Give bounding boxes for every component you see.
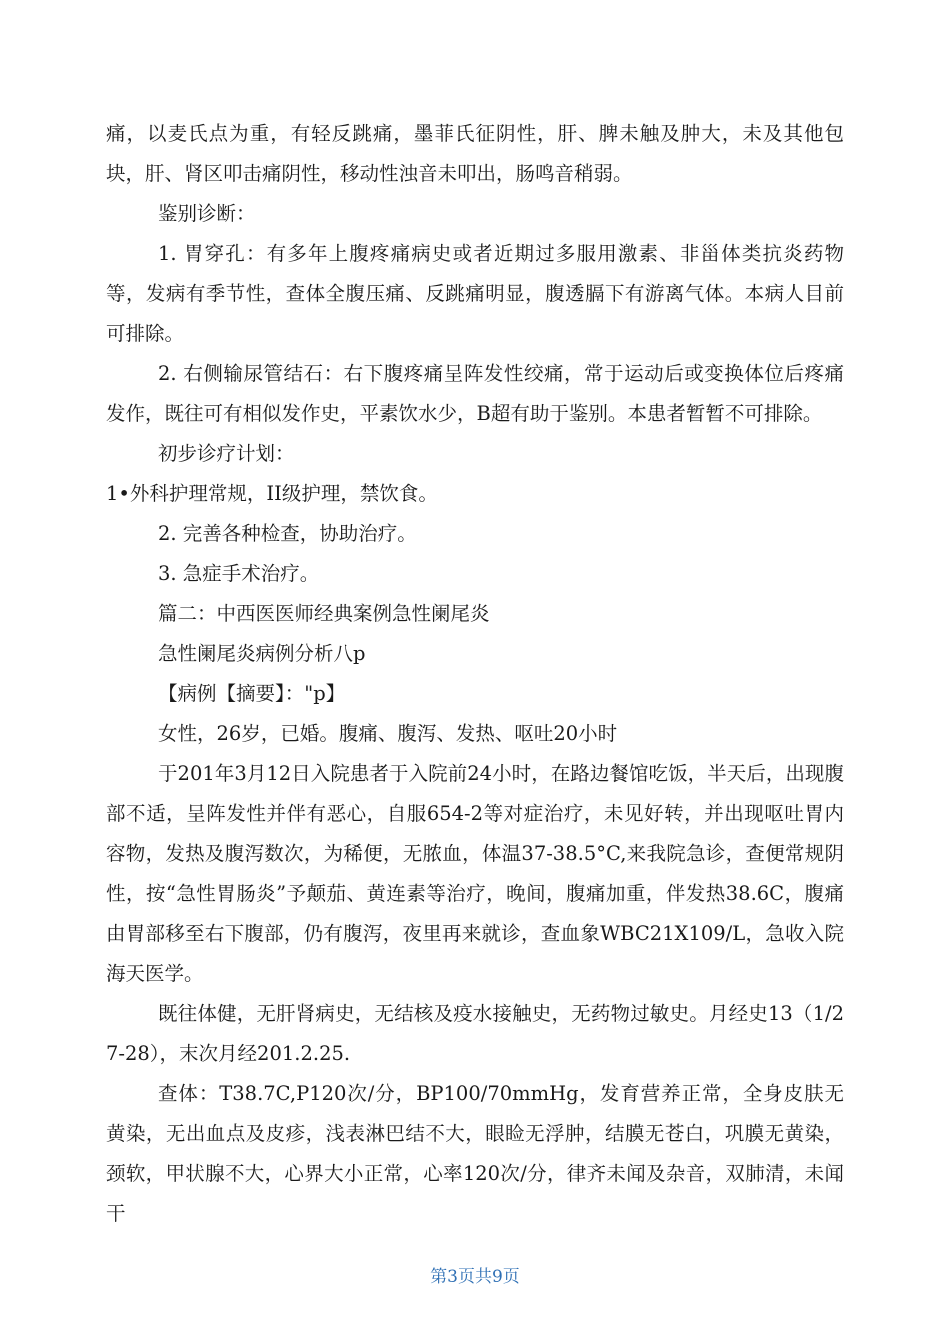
page-number-footer: 第3页共9页 [430, 1267, 520, 1287]
paragraph-ureteral-stone: 2. 右侧输尿管结石：右下腹疼痛呈阵发性绞痛，常于运动后或变换体位后疼痛发作，既往可有相似发作史，平素饮水少，B超有助于鉴别。本患者暂暂不可排除。 [106, 362, 844, 425]
paragraph-past-history: 既往体健，无肝肾病史，无结核及疫水接触史，无药物过敏史。月经史13（1/27-28），末次月经201.2.25. [106, 1002, 844, 1065]
plan-item-3: 3. 急症手术治疗。 [158, 562, 320, 585]
patient-summary: 女性，26岁，已婚。腹痛、腹泻、发热、呕吐20小时 [158, 722, 618, 745]
document-body [106, 114, 844, 1234]
paragraph-gastric-perforation: 1. 胃穿孔：有多年上腹疼痛病史或者近期过多服用激素、非甾体类抗炎药物等，发病有季节性，查体全腹压痛、反跳痛明显，腹透膈下有游离气体。本病人目前可排除。 [106, 242, 844, 345]
paragraph-physical-exam: 查体：T38.7C,P120次/分，BP100/70mmHg，发育营养正常，全身皮肤无黄染，无出血点及皮疹，浅表淋巴结不大，眼睑无浮肿，结膜无苍白，巩膜无黄染，颈软，甲状腺不大，心界大小正常，心率120次/分，律齐未闻及杂音，双肺清，未闻干 [106, 1082, 844, 1225]
section-title-part-two: 篇二：中西医医师经典案例急性阑尾炎 [158, 602, 490, 625]
paragraph-history-present-illness: 于201年3月12日入院患者于入院前24小时，在路边餐馆吃饭，半天后，出现腹部不适，呈阵发性并伴有恶心，自服654-2等对症治疗，未见好转，并出现呕吐胃内容物，发热及腹泻数次，为稀便，无脓血，体温37-38.5°C,来我院急诊，查便常规阴性，按“急性胃肠炎”予颠茄、黄连素等治疗，晚间，腹痛加重，伴发热38.6C，腹痛由胃部移至右下腹部，仍有腹泻，夜里再来就诊，查血象WBC21X109/L，急收入院海天医学。 [106, 762, 844, 985]
plan-item-2: 2. 完善各种检查，协助治疗。 [158, 522, 417, 545]
case-analysis-title: 急性阑尾炎病例分析八p [158, 642, 366, 665]
paragraph-physical-exam-cont: 痛，以麦氏点为重，有轻反跳痛，墨菲氏征阴性，肝、脾未触及肿大，未及其他包块，肝、肾区叩击痛阴性，移动性浊音未叩出，肠鸣音稍弱。 [106, 122, 844, 185]
plan-item-1: 1•外科护理常规，II级护理，禁饮食。 [106, 482, 438, 505]
case-abstract-label: 【病例【摘要】："p】 [158, 682, 346, 705]
heading-differential-diagnosis: 鉴别诊断： [158, 202, 256, 225]
heading-treatment-plan: 初步诊疗计划： [158, 442, 295, 465]
